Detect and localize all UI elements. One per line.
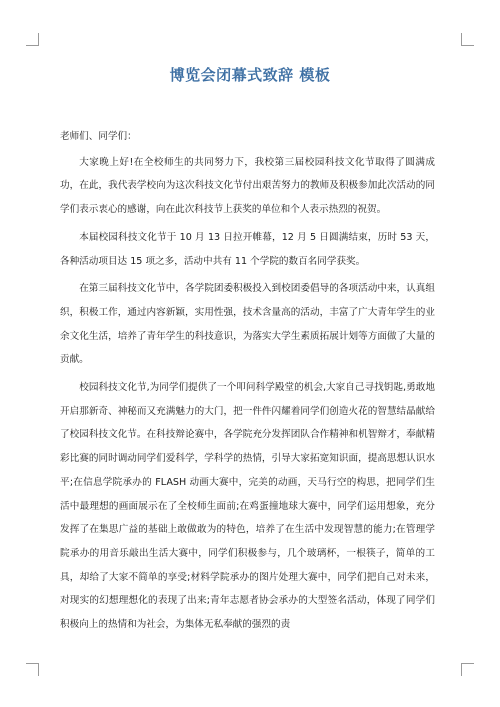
crop-mark-bottom-right <box>461 663 474 676</box>
paragraph-3: 在第三届科技文化节中，各学院团委积极投入到校团委倡导的各项活动中来，认真组织，积极工作，通过内容新颖，实用性强，技术含量高的活动，丰富了广大青年学生的业余文化生活，培养了青年学生的科技意识，为落实大学生素质拓展计划等方面做了大量的贡献。 <box>60 283 435 366</box>
crop-mark-bottom-left <box>26 663 39 676</box>
paragraph-4: 校园科技文化节,为同学们提供了一个叩问科学殿堂的机会,大家自己寻找钥匙,勇敢地开启那新奇、神秘而又充满魅力的大门，把一件件闪耀着同学们创造火花的智慧结晶献给了校园科技文化节。在科技辩论赛中，各学院充分发挥团队合作精神和机智辩才，奉献精彩比赛的同时调动同学们爱科学，学科学的热情，引导大家拓宽知识面，提高思想认识水平;在信息学院承办的 FLASH 动画大赛中，完美的动画，天马行空的构思，把同学们生活中最理想的画面展示在了全校师生面前;在鸡蛋撞地球大赛中，同学们运用想象，充分发挥了在集思广益的基础上敢做敢为的特色，培养了在生活中发现智慧的能力;在管理学院承办的用音乐敲出生活大赛中，同学们积极参与，几个玻璃杯，一根筷子，简单的工具，却给了大家不简单的享受;材料学院承办的图片处理大赛中，同学们把自己对未来，对现实的幻想理想化的表现了出来;青年志愿者协会承办的大型签名活动，体现了同学们积极向上的热情和为社会，为集体无私奉献的强烈的责 <box>60 382 435 631</box>
document-body <box>60 125 435 641</box>
greeting: 老师们、同学们： <box>60 131 137 142</box>
crop-mark-top-left <box>26 33 39 46</box>
paragraph-2: 本届校园科技文化节于 10 月 13 日拉开帷幕，12 月 5 日圆满结束，历时 53 天，各种活动项目达 15 项之多，活动中共有 11 个学院的数百名同学获奖。 <box>60 231 435 267</box>
paragraph-1: 大家晚上好!在全校师生的共同努力下，我校第三届校园科技文化节取得了圆满成功，在此，我代表学校向为这次科技文化节付出艰苦努力的教师及积极参加此次活动的同学们表示衷心的感谢，向在此次科技节上获奖的单位和个人表示热烈的祝贺。 <box>60 156 435 216</box>
crop-mark-top-right <box>461 33 474 46</box>
document-title: 博览会闭幕式致辞 模板 <box>169 66 331 84</box>
